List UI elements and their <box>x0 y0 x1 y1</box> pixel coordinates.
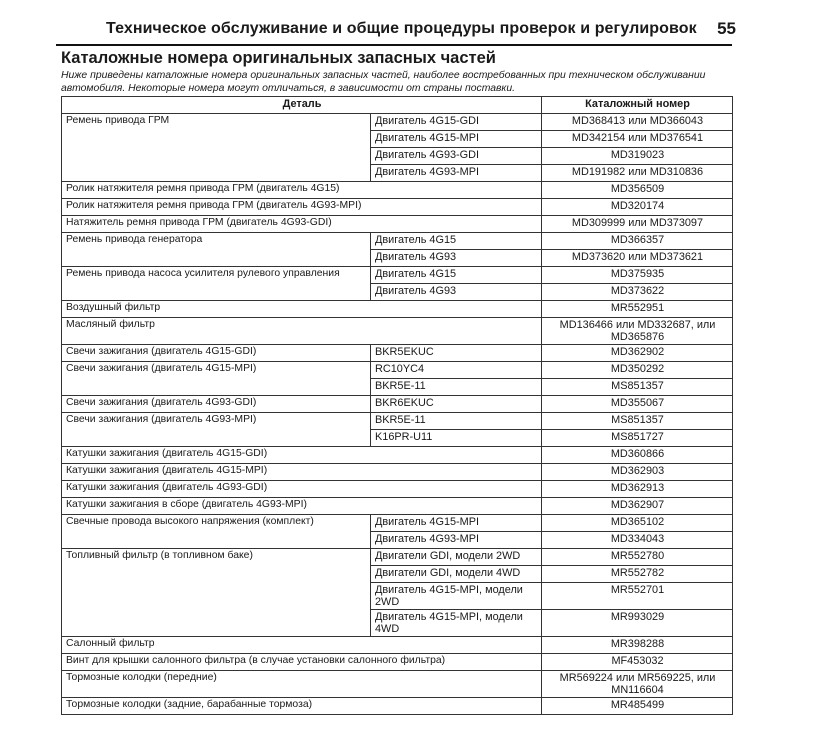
catalog-number-cell: MD356509 <box>542 182 733 199</box>
part-name-cell: Катушки зажигания (двигатель 4G93-GDI) <box>62 481 542 498</box>
table-row <box>62 233 733 250</box>
catalog-number-cell: MF453032 <box>542 654 733 671</box>
header-part: Деталь <box>62 97 542 114</box>
table-row <box>62 447 733 464</box>
variant-cell: Двигатель 4G15 <box>371 267 542 284</box>
table-row <box>62 549 733 566</box>
variant-cell: Двигатель 4G15-MPI, модели 2WD <box>371 583 542 610</box>
variant-cell: Двигатель 4G93-MPI <box>371 532 542 549</box>
catalog-number-cell: MR552951 <box>542 301 733 318</box>
catalog-number-cell: MD368413 или MD366043 <box>542 114 733 131</box>
table-row <box>62 698 733 715</box>
table-row <box>62 267 733 284</box>
table-row <box>62 464 733 481</box>
catalog-number-cell: MR552701 <box>542 583 733 610</box>
part-name-cell: Топливный фильтр (в топливном баке) <box>62 549 371 637</box>
variant-cell: BKR5E-11 <box>371 413 542 430</box>
part-name-cell: Свечные провода высокого напряжения (комплект) <box>62 515 371 549</box>
parts-table <box>61 96 733 715</box>
table-row <box>62 318 733 345</box>
part-name-cell: Салонный фильтр <box>62 637 542 654</box>
part-name-cell: Ремень привода насоса усилителя рулевого управления <box>62 267 371 301</box>
part-name-cell: Ролик натяжителя ремня привода ГРМ (двигатель 4G93-MPI) <box>62 199 542 216</box>
table-row <box>62 413 733 430</box>
table-row <box>62 481 733 498</box>
table-row <box>62 654 733 671</box>
part-name-cell: Масляный фильтр <box>62 318 542 345</box>
table-row <box>62 345 733 362</box>
variant-cell: Двигатель 4G15-MPI <box>371 515 542 532</box>
variant-cell: Двигатель 4G15-MPI <box>371 131 542 148</box>
catalog-number-cell: MD366357 <box>542 233 733 250</box>
table-row <box>62 498 733 515</box>
catalog-number-cell: MD350292 <box>542 362 733 379</box>
variant-cell: Двигатель 4G15-MPI, модели 4WD <box>371 610 542 637</box>
table-row <box>62 216 733 233</box>
variant-cell: Двигатель 4G93 <box>371 284 542 301</box>
part-name-cell: Свечи зажигания (двигатель 4G93-MPI) <box>62 413 371 447</box>
catalog-number-cell: MR552782 <box>542 566 733 583</box>
catalog-number-cell: MR552780 <box>542 549 733 566</box>
variant-cell: BKR5EKUC <box>371 345 542 362</box>
variant-cell: Двигатель 4G93-MPI <box>371 165 542 182</box>
part-name-cell: Ремень привода ГРМ <box>62 114 371 182</box>
part-name-cell: Натяжитель ремня привода ГРМ (двигатель 4G93-GDI) <box>62 216 542 233</box>
catalog-number-cell: MR993029 <box>542 610 733 637</box>
table-row <box>62 182 733 199</box>
variant-cell: Двигатели GDI, модели 4WD <box>371 566 542 583</box>
catalog-number-cell: MS851357 <box>542 379 733 396</box>
table-row <box>62 199 733 216</box>
part-name-cell: Винт для крышки салонного фильтра (в случае установки салонного фильтра) <box>62 654 542 671</box>
variant-cell: Двигатель 4G15 <box>371 233 542 250</box>
table-header-row <box>62 97 733 114</box>
part-name-cell: Свечи зажигания (двигатель 4G93-GDI) <box>62 396 371 413</box>
variant-cell: Двигатель 4G15-GDI <box>371 114 542 131</box>
catalog-number-cell: MS851357 <box>542 413 733 430</box>
catalog-number-cell: MD373622 <box>542 284 733 301</box>
catalog-number-cell: MD360866 <box>542 447 733 464</box>
page-number: 55 <box>717 19 736 38</box>
catalog-number-cell: MS851727 <box>542 430 733 447</box>
intro-paragraph: Ниже приведены каталожные номера оригинальных запасных частей, наиболее востребованных при техническом обслуживании автомобиля. Некоторые номера могут отличаться, в зависимости от страны поставки. <box>61 70 706 94</box>
catalog-number-cell: MD362903 <box>542 464 733 481</box>
catalog-number-cell: MR398288 <box>542 637 733 654</box>
variant-cell: Двигатель 4G93-GDI <box>371 148 542 165</box>
variant-cell: Двигатель 4G93 <box>371 250 542 267</box>
part-name-cell: Катушки зажигания в сборе (двигатель 4G93-MPI) <box>62 498 542 515</box>
part-name-cell: Свечи зажигания (двигатель 4G15-MPI) <box>62 362 371 396</box>
part-name-cell: Ролик натяжителя ремня привода ГРМ (двигатель 4G15) <box>62 182 542 199</box>
catalog-number-cell: MD191982 или MD310836 <box>542 165 733 182</box>
variant-cell: RC10YC4 <box>371 362 542 379</box>
catalog-number-cell: MR569224 или MR569225, или MN116604 <box>542 671 733 698</box>
catalog-number-cell: MR485499 <box>542 698 733 715</box>
catalog-number-cell: MD373620 или MD373621 <box>542 250 733 267</box>
catalog-number-cell: MD362907 <box>542 498 733 515</box>
catalog-number-cell: MD320174 <box>542 199 733 216</box>
table-row <box>62 301 733 318</box>
table-row <box>62 637 733 654</box>
variant-cell: BKR6EKUC <box>371 396 542 413</box>
part-name-cell: Катушки зажигания (двигатель 4G15-GDI) <box>62 447 542 464</box>
table-row <box>62 515 733 532</box>
page-header <box>56 14 736 46</box>
table-body <box>62 114 733 715</box>
table-row <box>62 114 733 131</box>
catalog-number-cell: MD375935 <box>542 267 733 284</box>
part-name-cell: Тормозные колодки (задние, барабанные тормоза) <box>62 698 542 715</box>
catalog-number-cell: MD355067 <box>542 396 733 413</box>
catalog-number-cell: MD136466 или MD332687, или MD365876 <box>542 318 733 345</box>
catalog-number-cell: MD365102 <box>542 515 733 532</box>
catalog-number-cell: MD334043 <box>542 532 733 549</box>
table-row <box>62 362 733 379</box>
catalog-number-cell: MD362902 <box>542 345 733 362</box>
variant-cell: Двигатели GDI, модели 2WD <box>371 549 542 566</box>
catalog-number-cell: MD319023 <box>542 148 733 165</box>
part-name-cell: Тормозные колодки (передние) <box>62 671 542 698</box>
section-title: Каталожные номера оригинальных запасных частей <box>61 49 496 67</box>
header-number: Каталожный номер <box>542 97 733 114</box>
part-name-cell: Катушки зажигания (двигатель 4G15-MPI) <box>62 464 542 481</box>
variant-cell: BKR5E-11 <box>371 379 542 396</box>
part-name-cell: Свечи зажигания (двигатель 4G15-GDI) <box>62 345 371 362</box>
part-name-cell: Воздушный фильтр <box>62 301 542 318</box>
table-row <box>62 671 733 698</box>
catalog-number-cell: MD309999 или MD373097 <box>542 216 733 233</box>
running-title: Техническое обслуживание и общие процедуры проверок и регулировок <box>106 20 697 37</box>
part-name-cell: Ремень привода генератора <box>62 233 371 267</box>
catalog-number-cell: MD362913 <box>542 481 733 498</box>
catalog-number-cell: MD342154 или MD376541 <box>542 131 733 148</box>
variant-cell: K16PR-U11 <box>371 430 542 447</box>
table-row <box>62 396 733 413</box>
